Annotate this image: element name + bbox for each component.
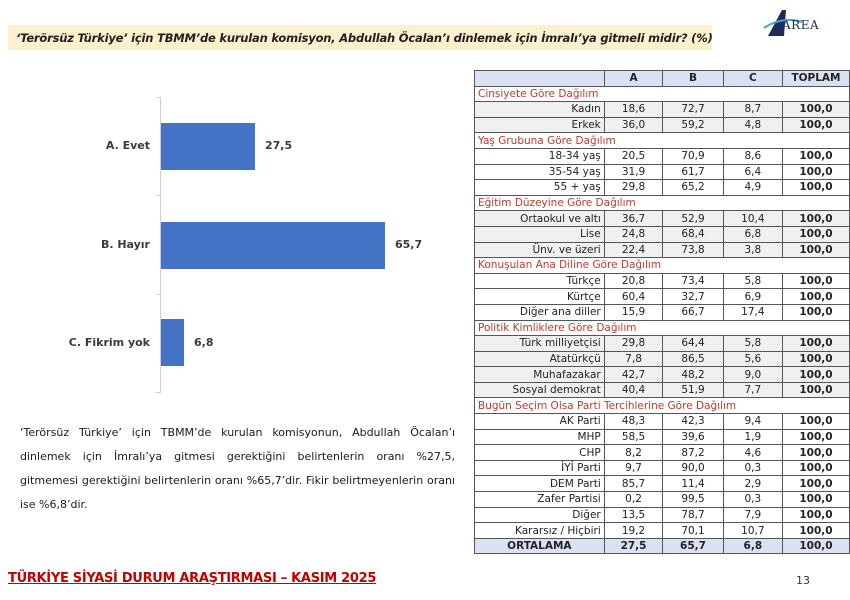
value-c: 5,6 — [723, 351, 782, 367]
section-header-row — [475, 86, 850, 102]
section-title: Yaş Grubuna Göre Dağılım — [475, 133, 850, 149]
table-row — [475, 445, 850, 461]
axis-tick — [156, 294, 160, 295]
value-total: 100,0 — [782, 445, 849, 461]
value-b: 39,6 — [663, 429, 723, 445]
value-a: 20,5 — [604, 148, 663, 164]
value-b: 51,9 — [663, 382, 723, 398]
row-label: Türkçe — [475, 273, 605, 289]
value-c: 0,3 — [723, 492, 782, 508]
section-title: Konuşulan Ana Diline Göre Dağılım — [475, 258, 850, 274]
row-label: Türk milliyetçisi — [475, 336, 605, 352]
value-total: 100,0 — [782, 289, 849, 305]
table-row — [475, 507, 850, 523]
value-a: 58,5 — [604, 429, 663, 445]
row-label: Diğer — [475, 507, 605, 523]
value-total: 100,0 — [782, 367, 849, 383]
value-c: 6,8 — [723, 538, 782, 554]
row-label: Kararsız / Hiçbiri — [475, 523, 605, 539]
footer-title: TÜRKİYE SİYASİ DURUM ARAŞTIRMASI – KASIM 2025 — [8, 571, 377, 586]
column-header: A — [604, 71, 663, 87]
average-row — [475, 538, 850, 554]
row-label: MHP — [475, 429, 605, 445]
value-b: 78,7 — [663, 507, 723, 523]
value-label: 27,5 — [265, 139, 293, 152]
table-row — [475, 180, 850, 196]
value-c: 6,9 — [723, 289, 782, 305]
value-b: 61,7 — [663, 164, 723, 180]
value-a: 31,9 — [604, 164, 663, 180]
value-a: 15,9 — [604, 304, 663, 320]
value-total: 100,0 — [782, 460, 849, 476]
axis-tick — [156, 97, 160, 98]
value-total: 100,0 — [782, 382, 849, 398]
value-a: 20,8 — [604, 273, 663, 289]
table-row — [475, 242, 850, 258]
value-a: 22,4 — [604, 242, 663, 258]
section-header-row — [475, 258, 850, 274]
row-label: Ünv. ve üzeri — [475, 242, 605, 258]
table-row — [475, 351, 850, 367]
value-a: 29,8 — [604, 180, 663, 196]
value-total: 100,0 — [782, 507, 849, 523]
value-b: 70,1 — [663, 523, 723, 539]
row-label: 55 + yaş — [475, 180, 605, 196]
value-a: 36,0 — [604, 117, 663, 133]
axis-tick — [156, 392, 160, 393]
value-a: 48,3 — [604, 414, 663, 430]
value-total: 100,0 — [782, 273, 849, 289]
value-total: 100,0 — [782, 429, 849, 445]
bar-chart — [0, 90, 470, 400]
row-label: Muhafazakar — [475, 367, 605, 383]
value-b: 48,2 — [663, 367, 723, 383]
value-a: 29,8 — [604, 336, 663, 352]
row-label: Erkek — [475, 117, 605, 133]
question-title: ‘Terörsüz Türkiye’ için TBMM’de kurulan komisyon, Abdullah Öcalan’ı dinlemek için İmralı’ya gitmeli midir? (%) — [16, 30, 713, 45]
average-label: ORTALAMA — [475, 538, 605, 554]
value-c: 10,7 — [723, 523, 782, 539]
value-total: 100,0 — [782, 414, 849, 430]
value-c: 8,7 — [723, 102, 782, 118]
value-b: 73,4 — [663, 273, 723, 289]
value-b: 64,4 — [663, 336, 723, 352]
value-c: 0,3 — [723, 460, 782, 476]
table-row — [475, 117, 850, 133]
value-c: 7,9 — [723, 507, 782, 523]
value-a: 24,8 — [604, 226, 663, 242]
value-c: 9,0 — [723, 367, 782, 383]
value-a: 42,7 — [604, 367, 663, 383]
value-total: 100,0 — [782, 336, 849, 352]
table-row — [475, 304, 850, 320]
section-header-row — [475, 133, 850, 149]
row-label: Sosyal demokrat — [475, 382, 605, 398]
row-label: Zafer Partisi — [475, 492, 605, 508]
category-label: B. Hayır — [100, 238, 150, 251]
table-row — [475, 164, 850, 180]
value-c: 10,4 — [723, 211, 782, 227]
value-c: 4,8 — [723, 117, 782, 133]
value-c: 2,9 — [723, 476, 782, 492]
column-header: TOPLAM — [782, 71, 849, 87]
value-total: 100,0 — [782, 492, 849, 508]
row-label: Diğer ana diller — [475, 304, 605, 320]
value-a: 36,7 — [604, 211, 663, 227]
bar-evet — [161, 123, 255, 170]
value-total: 100,0 — [782, 180, 849, 196]
value-total: 100,0 — [782, 538, 849, 554]
row-label: Atatürkçü — [475, 351, 605, 367]
row-label: CHP — [475, 445, 605, 461]
page-number: 13 — [796, 574, 810, 587]
value-total: 100,0 — [782, 304, 849, 320]
value-c: 6,4 — [723, 164, 782, 180]
value-b: 59,2 — [663, 117, 723, 133]
value-total: 100,0 — [782, 351, 849, 367]
value-c: 4,6 — [723, 445, 782, 461]
column-header: B — [663, 71, 723, 87]
section-title: Eğitim Düzeyine Göre Dağılım — [475, 195, 850, 211]
value-b: 32,7 — [663, 289, 723, 305]
value-a: 9,7 — [604, 460, 663, 476]
value-b: 87,2 — [663, 445, 723, 461]
table-row — [475, 414, 850, 430]
table-row — [475, 367, 850, 383]
value-b: 99,5 — [663, 492, 723, 508]
value-b: 72,7 — [663, 102, 723, 118]
table-row — [475, 289, 850, 305]
row-label: Ortaokul ve altı — [475, 211, 605, 227]
value-total: 100,0 — [782, 164, 849, 180]
row-label: 35-54 yaş — [475, 164, 605, 180]
section-title: Bugün Seçim Olsa Parti Tercihlerine Göre Dağılım — [475, 398, 850, 414]
table-row — [475, 382, 850, 398]
value-c: 6,8 — [723, 226, 782, 242]
table-row — [475, 429, 850, 445]
value-b: 66,7 — [663, 304, 723, 320]
value-total: 100,0 — [782, 102, 849, 118]
value-a: 8,2 — [604, 445, 663, 461]
section-title: Politik Kimliklere Göre Dağılım — [475, 320, 850, 336]
value-a: 0,2 — [604, 492, 663, 508]
question-banner — [8, 25, 712, 50]
value-label: 65,7 — [395, 238, 423, 251]
value-a: 60,4 — [604, 289, 663, 305]
table-row — [475, 226, 850, 242]
section-header-row — [475, 398, 850, 414]
value-c: 8,6 — [723, 148, 782, 164]
table-row — [475, 492, 850, 508]
bar-fikrim-yok — [161, 319, 184, 366]
value-c: 5,8 — [723, 273, 782, 289]
value-total: 100,0 — [782, 242, 849, 258]
value-c: 3,8 — [723, 242, 782, 258]
value-total: 100,0 — [782, 226, 849, 242]
category-label: C. Fikrim yok — [68, 336, 150, 349]
category-label: A. Evet — [105, 139, 150, 152]
value-label: 6,8 — [194, 336, 214, 349]
table-row — [475, 336, 850, 352]
value-a: 85,7 — [604, 476, 663, 492]
value-total: 100,0 — [782, 476, 849, 492]
column-header — [475, 71, 605, 87]
value-a: 7,8 — [604, 351, 663, 367]
value-b: 52,9 — [663, 211, 723, 227]
value-b: 65,2 — [663, 180, 723, 196]
table-row — [475, 211, 850, 227]
table-row — [475, 476, 850, 492]
value-c: 5,8 — [723, 336, 782, 352]
table-row — [475, 523, 850, 539]
value-total: 100,0 — [782, 148, 849, 164]
axis-tick — [156, 195, 160, 196]
table-row — [475, 102, 850, 118]
logo-text: AREA — [782, 18, 820, 32]
row-label: DEM Parti — [475, 476, 605, 492]
table-row — [475, 148, 850, 164]
value-b: 73,8 — [663, 242, 723, 258]
row-label: AK Parti — [475, 414, 605, 430]
table-header-row — [475, 71, 850, 87]
value-b: 65,7 — [663, 538, 723, 554]
value-b: 86,5 — [663, 351, 723, 367]
value-c: 9,4 — [723, 414, 782, 430]
bar-hayir — [161, 222, 385, 269]
value-b: 11,4 — [663, 476, 723, 492]
row-label: İYİ Parti — [475, 460, 605, 476]
value-total: 100,0 — [782, 523, 849, 539]
value-total: 100,0 — [782, 211, 849, 227]
value-b: 70,9 — [663, 148, 723, 164]
summary-paragraph: ‘Terörsüz Türkiye’ için TBMM’de kurulan komisyonun, Abdullah Öcalan’ı dinlemek için İmralı’ya gitmesi gerektiğini belirtenlerin oranı %27,5, gitmemesi gerektiğini belirtenlerin oranı %65,7’dir. Fikir belirtmeyenlerin oranı ise %6,8’dir. — [20, 426, 455, 511]
value-a: 40,4 — [604, 382, 663, 398]
value-b: 90,0 — [663, 460, 723, 476]
value-c: 4,9 — [723, 180, 782, 196]
row-label: Lise — [475, 226, 605, 242]
section-header-row — [475, 320, 850, 336]
table-row — [475, 273, 850, 289]
breakdown-table — [474, 70, 850, 554]
value-c: 7,7 — [723, 382, 782, 398]
value-total: 100,0 — [782, 117, 849, 133]
value-a: 18,6 — [604, 102, 663, 118]
value-a: 27,5 — [604, 538, 663, 554]
value-b: 68,4 — [663, 226, 723, 242]
value-c: 17,4 — [723, 304, 782, 320]
section-header-row — [475, 195, 850, 211]
value-c: 1,9 — [723, 429, 782, 445]
column-header: C — [723, 71, 782, 87]
row-label: Kürtçe — [475, 289, 605, 305]
value-a: 19,2 — [604, 523, 663, 539]
table-row — [475, 460, 850, 476]
value-a: 13,5 — [604, 507, 663, 523]
row-label: 18-34 yaş — [475, 148, 605, 164]
row-label: Kadın — [475, 102, 605, 118]
section-title: Cinsiyete Göre Dağılım — [475, 86, 850, 102]
value-b: 42,3 — [663, 414, 723, 430]
